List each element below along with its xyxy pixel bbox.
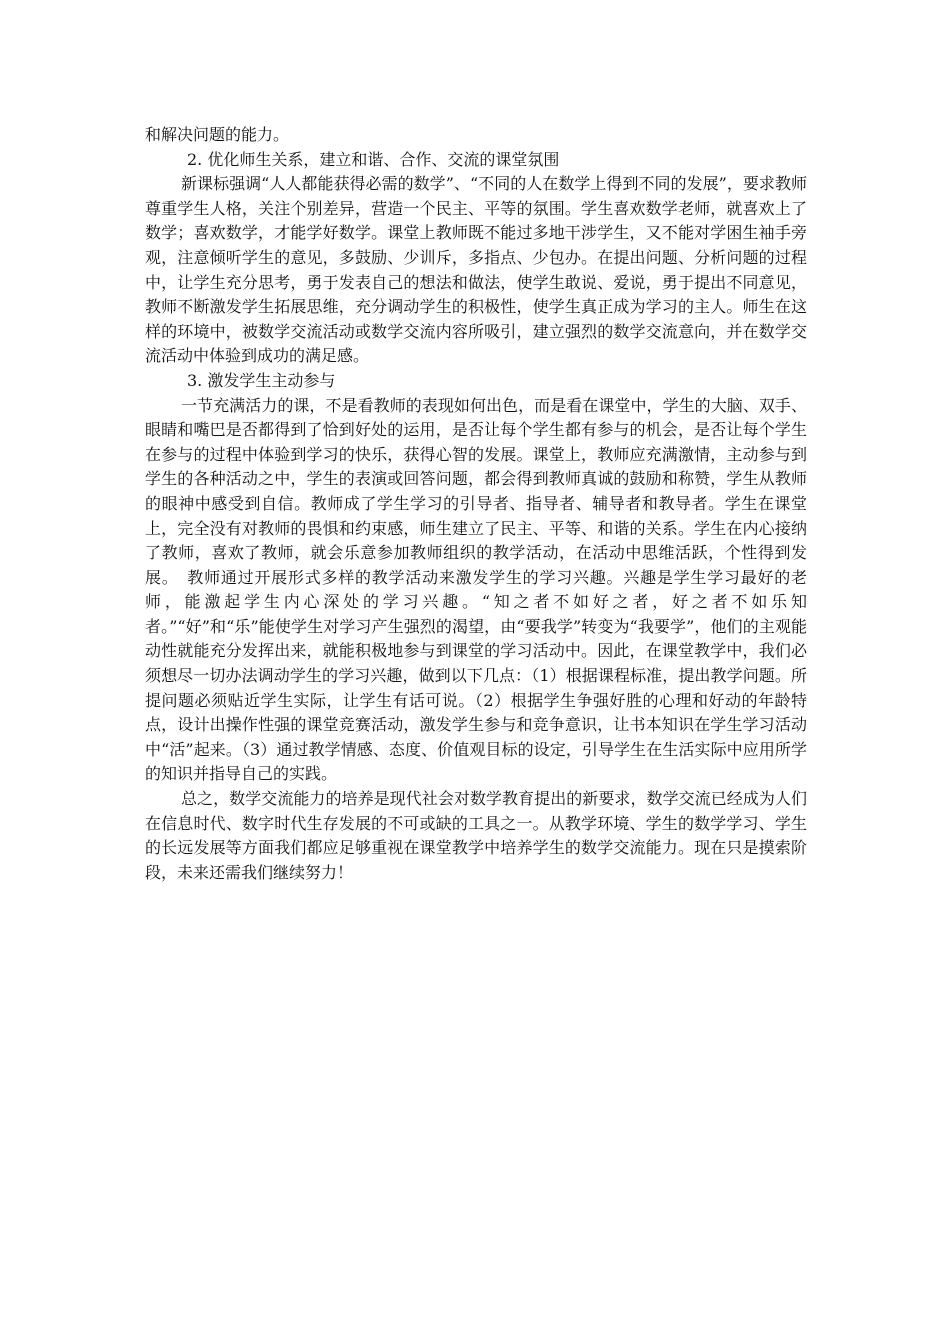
section-heading-3: 3. 激发学生主动参与 bbox=[187, 370, 336, 390]
paragraph-continuation: 和解决问题的能力。 bbox=[145, 125, 290, 144]
document-body bbox=[145, 123, 807, 885]
paragraph-teacher-student-relationship: 新课标强调“人人都能获得必需的数学”、“不同的人在数学上得到不同的发展”，要求教师尊重学生人格，关注个别差异，营造一个民主、平等的氛围。学生喜欢数学老师，就喜欢上了数学；喜欢数学，才能学好数学。课堂上教师既不能过多地干涉学生，又不能对学困生袖手旁观，注意倾听学生的意见，多鼓励、少训斥，多指点、少包办。在提出问题、分析问题的过程中，让学生充分思考，勇于发表自己的想法和做法，使学生敢说、爱说，勇于提出不同意见，教师不断激发学生拓展思维，充分调动学生的积极性，使学生真正成为学习的主人。师生在这样的环境中，被数学交流活动或数学交流内容所吸引，建立强烈的数学交流意向，并在数学交流活动中体验到成功的满足感。 bbox=[145, 174, 807, 366]
section-heading-2: 2. 优化师生关系，建立和谐、合作、交流的课堂氛围 bbox=[187, 149, 560, 169]
paragraph-active-participation: 一节充满活力的课，不是看教师的表现如何出色，而是看在课堂中，学生的大脑、双手、眼睛和嘴巴是否都得到了恰到好处的运用，是否让每个学生都有参与的机会，是否让每个学生在参与的过程中体验到学习的快乐，获得心智的发展。课堂上，教师应充满激情，主动参与到学生的各种活动之中，学生的表演或回答问题，都会得到教师真诚的鼓励和称赞，学生从教师的眼神中感受到自信。教师成了学生学习的引导者、指导者、辅导者和教导者。学生在课堂上，完全没有对教师的畏惧和约束感，师生建立了民主、平等、和谐的关系。学生在内心接纳了教师，喜欢了教师，就会乐意参加教师组织的教学活动，在活动中思维活跃，个性得到发展。 教师通过开展形式多样的教学活动来激发学生的学习兴趣。兴趣是学生学习最好的老师，能激起学生内心深处的学习兴趣。“知之者不如好之者，好之者不如乐知者。”“好”和“乐”能使学生对学习产生强烈的渴望，由“要我学”转变为“我要学”，他们的主观能动性就能充分发挥出来，就能积极地参与到课堂的学习活动中。因此，在课堂教学中，我们必须想尽一切办法调动学生的学习兴趣，做到以下几点：（1）根据课程标准，提出教学问题。所提问题必须贴近学生实际，让学生有话可说。（2）根据学生争强好胜的心理和好动的年龄特点，设计出操作性强的课堂竞赛活动，激发学生参与和竞争意识，让书本知识在学生学习活动中“活”起来。（3）通过教学情感、态度、价值观目标的设定，引导学生在生活实际中应用所学的知识并指导自己的实践。 bbox=[145, 395, 807, 784]
paragraph-conclusion: 总之，数学交流能力的培养是现代社会对数学教育提出的新要求，数学交流已经成为人们在信息时代、数字时代生存发展的不可或缺的工具之一。从教学环境、学生的数学学习、学生的长远发展等方面我们都应足够重视在课堂教学中培养学生的数学交流能力。现在只是摸索阶段，未来还需我们继续努力！ bbox=[145, 789, 807, 882]
